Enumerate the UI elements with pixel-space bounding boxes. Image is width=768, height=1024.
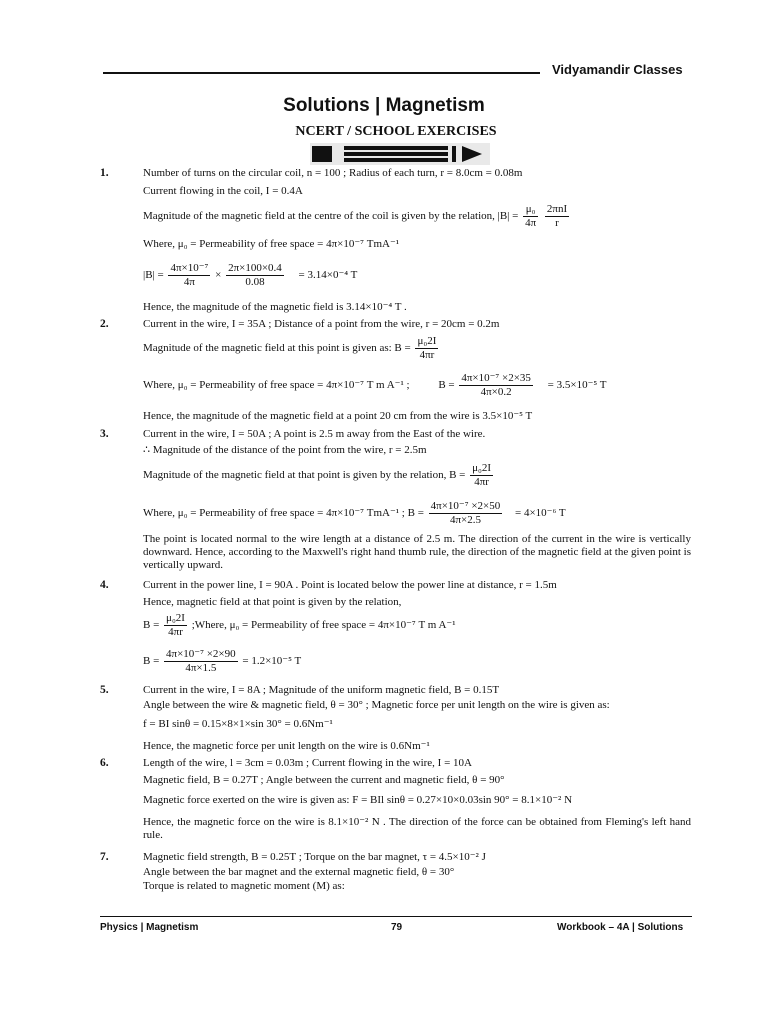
q3-line: ∴ Magnitude of the distance of the point from the wire, r = 2.5m: [143, 444, 427, 456]
fraction: $\frac{\text{μ₀2I}}{4\pi r}$: [472, 462, 492, 488]
q6-line: Magnetic field, B = 0.27T ; Angle between the current and magnetic field, θ = 90°: [143, 774, 505, 786]
question-number: 6.: [100, 757, 109, 769]
brand-name: Vidyamandir Classes: [552, 62, 683, 77]
q1-line: Current flowing in the coil, I = 0.4A: [143, 185, 303, 197]
question-number: 5.: [100, 684, 109, 696]
q3-paragraph: The point is located normal to the wire length at a distance of 2.5 m. The direction of the current in the wire is vertically downward. Hence, according to the Maxwell's right hand thumb rule, the direction of the magnetic field at the given point is vertically upward.: [143, 533, 691, 571]
q4-line: Hence, magnetic field at that point is given by the relation,: [143, 596, 402, 608]
q7-line: Angle between the bar magnet and the external magnetic field, θ = 30°: [143, 866, 455, 878]
page-title: Solutions | Magnetism: [283, 95, 485, 116]
fraction: $\frac{\text{4π×10⁻⁷}}{4\pi}$: [170, 262, 209, 288]
fraction: $\frac{\text{2πnI}}{r}$: [546, 203, 568, 229]
question-number: 4.: [100, 579, 109, 591]
fraction: $\frac{\text{μ₀}}{4\pi}$: [525, 203, 537, 229]
q2-calc-line: Where, μ₀ = Permeability of free space = 4π×10⁻⁷ T m A⁻¹ ; B = $\frac{\text{4π×10⁻⁷ ×2×35}}{4\pi\times 0.2}$ = 3.5×10⁻⁵ T: [143, 372, 607, 398]
q4-line: Current in the power line, I = 90A . Point is located below the power line at distance, r = 1.5m: [143, 579, 557, 591]
q1-calc-line: |B| = $\frac{\text{4π×10⁻⁷}}{4\pi}$ × $\frac{2\pi\times 100\times 0.4}{0.08}$ = 3.14×0⁻⁴ T: [143, 262, 358, 288]
q2-line: Hence, the magnitude of the magnetic field at a point 20 cm from the wire is 3.5×10⁻⁵ T: [143, 410, 533, 422]
q1-text: Magnitude of the magnetic field at the centre of the coil is given by the relation, |B| =: [143, 210, 519, 223]
question-number: 7.: [100, 851, 109, 863]
q1-line: Where, μ₀ = Permeability of free space = 4π×10⁻⁷ TmA⁻¹: [143, 238, 400, 250]
q5-line: f = BI sinθ = 0.15×8×1×sin 30° = 0.6Nm⁻¹: [143, 718, 333, 730]
question-number: 1.: [100, 167, 109, 179]
q1-line: Number of turns on the circular coil, n = 100 ; Radius of each turn, r = 8.0cm = 0.08m: [143, 167, 523, 179]
q2-line: Current in the wire, I = 35A ; Distance of a point from the wire, r = 20cm = 0.2m: [143, 318, 500, 330]
question-number: 3.: [100, 428, 109, 440]
q6-paragraph: Hence, the magnetic force on the wire is 8.1×10⁻² N . The direction of the force can be obtained from Fleming's left hand rule.: [143, 816, 691, 841]
q2-formula-line: Magnitude of the magnetic field at this point is given as: B = $\frac{\text{μ₀2I}}{4\pi r}$: [143, 335, 437, 361]
fraction: $\frac{\text{4π×10⁻⁷ ×2×50}}{4\pi\times 2.5}$: [430, 500, 501, 526]
fraction: $\frac{\text{μ₀2I}}{4\pi r}$: [417, 335, 437, 361]
q6-line: Length of the wire, l = 3cm = 0.03m ; Current flowing in the wire, I = 10A: [143, 757, 472, 769]
q3-line: Current in the wire, I = 50A ; A point is 2.5 m away from the East of the wire.: [143, 428, 486, 440]
q3-calc-line: Where, μ₀ = Permeability of free space = 4π×10⁻⁷ TmA⁻¹ ; B = $\frac{\text{4π×10⁻⁷ ×2×50}}{4\pi\times 2.5}$ = 4×10⁻⁶ T: [143, 500, 566, 526]
q4-calc-line: B = $\frac{\text{4π×10⁻⁷ ×2×90}}{4\pi\times 1.5}$ = 1.2×10⁻⁵ T: [143, 648, 302, 674]
q7-line: Magnetic field strength, B = 0.25T ; Torque on the bar magnet, τ = 4.5×10⁻² J: [143, 851, 486, 863]
q5-line: Angle between the wire & magnetic field, θ = 30° ; Magnetic force per unit length on the wire is given as:: [143, 699, 610, 711]
fraction: $\frac{\text{μ₀2I}}{4\pi r}$: [166, 612, 185, 638]
q1-formula-line: [143, 203, 571, 230]
q1-line: Hence, the magnitude of the magnetic field is 3.14×10⁻⁴ T .: [143, 301, 407, 313]
fraction: $\frac{2\pi\times 100\times 0.4}{0.08}$: [228, 262, 282, 288]
q6-line: Magnetic force exerted on the wire is given as: F = BIl sinθ = 0.27×10×0.03sin 90° = 8.1×10⁻² N: [143, 794, 573, 806]
fraction: $\frac{\text{4π×10⁻⁷ ×2×35}}{4\pi\times 0.2}$: [461, 372, 531, 398]
decorative-arrow-banner: [310, 143, 490, 165]
page-number: 79: [391, 922, 403, 933]
q5-line: Current in the wire, I = 8A ; Magnitude of the uniform magnetic field, B = 0.15T: [143, 684, 500, 696]
section-subtitle: NCERT / SCHOOL EXERCISES: [295, 124, 497, 139]
header-rule: [103, 72, 540, 74]
footer-left: Physics | Magnetism: [100, 922, 199, 933]
q5-line: Hence, the magnetic force per unit length on the wire is 0.6Nm⁻¹: [143, 740, 430, 752]
q7-line: Torque is related to magnetic moment (M) as:: [143, 880, 345, 892]
footer-right: Workbook – 4A | Solutions: [557, 922, 684, 933]
fraction: $\frac{\text{4π×10⁻⁷ ×2×90}}{4\pi\times 1.5}$: [166, 648, 236, 674]
question-number: 2.: [100, 318, 109, 330]
q4-formula-line: B = $\frac{\text{μ₀2I}}{4\pi r}$ ;Where, μ₀ = Permeability of free space = 4π×10⁻⁷ T m A⁻¹: [143, 612, 456, 638]
q3-formula-line: Magnitude of the magnetic field at that point is given by the relation, B = $\frac{\text{μ₀2I}}{4\pi r}$: [143, 462, 492, 488]
footer-rule: [100, 916, 692, 917]
